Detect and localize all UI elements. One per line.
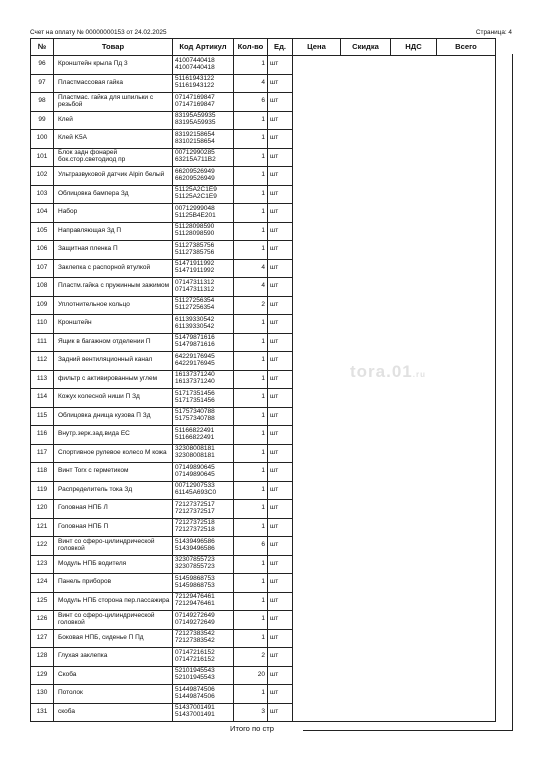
row-code-article <box>173 130 234 149</box>
row-product-name: Модуль НПБ водителя <box>54 555 173 574</box>
row-number: 114 <box>31 389 54 408</box>
row-quantity: 1 <box>234 500 268 519</box>
row-product-name: Уплотнительное кольцо <box>54 296 173 315</box>
row-unit: шт <box>268 685 293 704</box>
row-code-article <box>173 148 234 167</box>
row-code-article <box>173 167 234 186</box>
row-number: 117 <box>31 444 54 463</box>
row-article: 51125A2C1E9 <box>175 193 217 201</box>
row-code: 66209526949 <box>175 167 215 175</box>
row-product-name: Клей K5A <box>54 130 173 149</box>
row-product-name: Облицовка бампера Зд <box>54 185 173 204</box>
row-code: 51757340788 <box>175 408 215 416</box>
row-product-name: Внутр.зерк.зад.вида EC <box>54 426 173 445</box>
row-quantity: 1 <box>234 370 268 389</box>
row-code: 72127372517 <box>175 500 215 508</box>
row-number: 106 <box>31 241 54 260</box>
row-product-name: Облицовка днища кузова П Зд <box>54 407 173 426</box>
row-article: 51439496586 <box>175 544 215 552</box>
row-product-name: Панель приборов <box>54 574 173 593</box>
row-code-article <box>173 74 234 93</box>
row-article: 07147169847 <box>175 100 215 108</box>
col-header-name: Товар <box>54 39 173 56</box>
row-unit: шт <box>268 518 293 537</box>
price-columns-area <box>303 54 513 731</box>
row-unit: шт <box>268 611 293 630</box>
row-product-name: Кожух колесной ниши П Зд <box>54 389 173 408</box>
row-product-name: Блок задн фонарей бок.стор.светодиод пр <box>54 148 173 167</box>
row-unit: шт <box>268 555 293 574</box>
row-quantity: 1 <box>234 148 268 167</box>
row-quantity: 1 <box>234 352 268 371</box>
row-number: 110 <box>31 315 54 334</box>
row-product-name: Модуль НПБ сторона пер.пассажира <box>54 592 173 611</box>
row-product-name: Клей <box>54 111 173 130</box>
row-article: 72127383542 <box>175 637 215 645</box>
row-article: 52101945543 <box>175 674 215 682</box>
row-code-article <box>173 93 234 112</box>
row-code-article <box>173 518 234 537</box>
page-number: Страница: 4 <box>475 29 512 36</box>
row-unit: шт <box>268 130 293 149</box>
row-code: 51459868753 <box>175 574 215 582</box>
row-unit: шт <box>268 148 293 167</box>
row-article: 51127256354 <box>175 304 215 312</box>
row-article: 51717351456 <box>175 396 215 404</box>
row-product-name: Заклепка с распорной втулкой <box>54 259 173 278</box>
row-article: 51125B4E201 <box>175 211 216 219</box>
row-product-name: Кронштейн крыла Пд 3 <box>54 56 173 75</box>
row-code-article <box>173 555 234 574</box>
row-number: 111 <box>31 333 54 352</box>
row-article: 41007440418 <box>175 63 215 71</box>
row-code: 83195A59935 <box>175 112 216 120</box>
row-article: 72127372517 <box>175 507 215 515</box>
row-unit: шт <box>268 111 293 130</box>
row-code: 51161943122 <box>175 75 215 83</box>
col-header-qty: Кол-во <box>234 39 268 56</box>
row-code: 51437001491 <box>175 704 215 712</box>
row-quantity: 2 <box>234 648 268 667</box>
row-quantity: 1 <box>234 518 268 537</box>
row-article: 66209526949 <box>175 174 215 182</box>
row-product-name: Ящик в багажном отделении П <box>54 333 173 352</box>
row-article: 51128098590 <box>175 230 215 238</box>
row-code-article <box>173 204 234 223</box>
row-product-name: Направляющая Зд П <box>54 222 173 241</box>
row-unit: шт <box>268 93 293 112</box>
row-article: 72129476461 <box>175 600 215 608</box>
row-quantity: 4 <box>234 278 268 297</box>
row-quantity: 1 <box>234 204 268 223</box>
row-number: 128 <box>31 648 54 667</box>
page-total-label: Итого по стр <box>230 724 274 733</box>
row-article: 51459868753 <box>175 581 215 589</box>
row-unit: шт <box>268 56 293 75</box>
row-product-name: Боковая НПБ, сиденье П Пд <box>54 629 173 648</box>
row-code-article <box>173 111 234 130</box>
row-product-name: Винт Torx с герметиком <box>54 463 173 482</box>
row-code-article <box>173 278 234 297</box>
row-number: 125 <box>31 592 54 611</box>
row-code-article <box>173 666 234 685</box>
row-code: 51166822491 <box>175 426 215 434</box>
watermark <box>350 362 426 382</box>
row-unit: шт <box>268 463 293 482</box>
row-number: 129 <box>31 666 54 685</box>
row-article: 16137371240 <box>175 378 215 386</box>
row-code: 83192158654 <box>175 130 215 138</box>
row-unit: шт <box>268 74 293 93</box>
row-article: 51449874506 <box>175 692 215 700</box>
row-unit: шт <box>268 537 293 556</box>
row-number: 108 <box>31 278 54 297</box>
row-number: 98 <box>31 93 54 112</box>
row-number: 101 <box>31 148 54 167</box>
row-number: 103 <box>31 185 54 204</box>
row-number: 109 <box>31 296 54 315</box>
row-quantity: 1 <box>234 167 268 186</box>
row-article: 72127372518 <box>175 526 215 534</box>
row-code-article <box>173 500 234 519</box>
row-code: 00712990285 <box>175 149 215 157</box>
row-quantity: 2 <box>234 296 268 315</box>
col-header-discount: Скидка <box>341 39 391 56</box>
row-number: 115 <box>31 407 54 426</box>
row-unit: шт <box>268 278 293 297</box>
row-code: 72129476461 <box>175 593 215 601</box>
row-product-name: Набор <box>54 204 173 223</box>
row-code: 07149272649 <box>175 611 215 619</box>
row-unit: шт <box>268 167 293 186</box>
row-article: 07147216152 <box>175 655 215 663</box>
row-code-article <box>173 315 234 334</box>
row-number: 100 <box>31 130 54 149</box>
row-quantity: 1 <box>234 629 268 648</box>
row-code-article <box>173 648 234 667</box>
row-quantity: 1 <box>234 185 268 204</box>
row-code-article <box>173 592 234 611</box>
row-code-article <box>173 407 234 426</box>
row-product-name: Головная НПБ П <box>54 518 173 537</box>
row-number: 130 <box>31 685 54 704</box>
row-code-article <box>173 611 234 630</box>
row-quantity: 1 <box>234 611 268 630</box>
row-code: 16137371240 <box>175 371 215 379</box>
row-code: 00712907533 <box>175 482 215 490</box>
row-code-article <box>173 296 234 315</box>
row-article: 07149272649 <box>175 618 215 626</box>
row-code: 32307855723 <box>175 556 215 564</box>
row-code: 51127256354 <box>175 297 215 305</box>
row-quantity: 1 <box>234 481 268 500</box>
row-code: 07147216152 <box>175 648 215 656</box>
row-code-article <box>173 703 234 722</box>
row-code: 64229176945 <box>175 352 215 360</box>
row-product-name: Винт со сферо-цилиндрической головкой <box>54 611 173 630</box>
row-product-name: Потолок <box>54 685 173 704</box>
row-quantity: 1 <box>234 389 268 408</box>
row-code: 51479871616 <box>175 334 215 342</box>
document-header <box>30 29 512 38</box>
row-unit: шт <box>268 444 293 463</box>
row-article: 51437001491 <box>175 711 215 719</box>
row-unit: шт <box>268 648 293 667</box>
row-article: 83195A59935 <box>175 119 216 127</box>
row-number: 131 <box>31 703 54 722</box>
row-code: 07149890645 <box>175 463 215 471</box>
row-code: 51127385756 <box>175 241 215 249</box>
row-quantity: 1 <box>234 555 268 574</box>
row-code: 51717351456 <box>175 389 215 397</box>
row-code: 00712999048 <box>175 204 215 212</box>
row-number: 97 <box>31 74 54 93</box>
row-quantity: 1 <box>234 315 268 334</box>
row-unit: шт <box>268 296 293 315</box>
row-unit: шт <box>268 389 293 408</box>
row-product-name: скоба <box>54 703 173 722</box>
row-number: 113 <box>31 370 54 389</box>
row-article: 64229176945 <box>175 359 215 367</box>
row-number: 104 <box>31 204 54 223</box>
row-number: 124 <box>31 574 54 593</box>
col-header-num: № <box>31 39 54 56</box>
row-code-article <box>173 185 234 204</box>
table-header-row <box>31 39 496 56</box>
row-quantity: 1 <box>234 241 268 260</box>
row-unit: шт <box>268 592 293 611</box>
row-code-article <box>173 444 234 463</box>
row-unit: шт <box>268 222 293 241</box>
row-number: 122 <box>31 537 54 556</box>
row-product-name: Винт со сферо-цилиндрической головкой <box>54 537 173 556</box>
row-number: 112 <box>31 352 54 371</box>
row-code: 32308008181 <box>175 445 215 453</box>
row-article: 51127385756 <box>175 248 215 256</box>
row-product-name: Распределитель тока Зд <box>54 481 173 500</box>
row-article: 83102158654 <box>175 137 215 145</box>
row-unit: шт <box>268 259 293 278</box>
row-article: 51471911992 <box>175 267 215 275</box>
col-header-total: Всего <box>437 39 496 56</box>
row-quantity: 1 <box>234 407 268 426</box>
row-unit: шт <box>268 185 293 204</box>
row-article: 07149890645 <box>175 470 215 478</box>
row-article: 32308008181 <box>175 452 215 460</box>
col-header-unit: Ед. <box>268 39 293 56</box>
row-article: 61139330542 <box>175 322 215 330</box>
row-unit: шт <box>268 241 293 260</box>
row-number: 96 <box>31 56 54 75</box>
row-code-article <box>173 389 234 408</box>
row-product-name: Пластмассовая гайка <box>54 74 173 93</box>
row-quantity: 1 <box>234 222 268 241</box>
row-number: 126 <box>31 611 54 630</box>
row-quantity: 1 <box>234 444 268 463</box>
row-quantity: 4 <box>234 74 268 93</box>
row-code-article <box>173 481 234 500</box>
row-number: 121 <box>31 518 54 537</box>
row-code-article <box>173 574 234 593</box>
row-product-name: Пластмас. гайка для шпильки с резьбой <box>54 93 173 112</box>
row-number: 99 <box>31 111 54 130</box>
row-quantity: 1 <box>234 592 268 611</box>
row-number: 127 <box>31 629 54 648</box>
page-total-row <box>230 718 274 733</box>
row-product-name: Пластм.гайка с пружинным зажимом <box>54 278 173 297</box>
row-code: 52101945543 <box>175 667 215 675</box>
col-header-price: Цена <box>293 39 341 56</box>
row-unit: шт <box>268 703 293 722</box>
row-code-article <box>173 463 234 482</box>
row-code-article <box>173 352 234 371</box>
row-code: 07147169847 <box>175 93 215 101</box>
row-code-article <box>173 537 234 556</box>
row-unit: шт <box>268 500 293 519</box>
row-code-article <box>173 685 234 704</box>
row-number: 123 <box>31 555 54 574</box>
row-unit: шт <box>268 481 293 500</box>
row-article: 51479871616 <box>175 341 215 349</box>
row-unit: шт <box>268 370 293 389</box>
row-article: 51757340788 <box>175 415 215 423</box>
row-article: 51161943122 <box>175 82 215 90</box>
row-unit: шт <box>268 666 293 685</box>
row-article: 32307855723 <box>175 563 215 571</box>
col-header-article: Код Артикул <box>173 39 234 56</box>
row-product-name: Глухая заклепка <box>54 648 173 667</box>
row-article: 63215A711B2 <box>175 156 216 164</box>
row-code: 51439496586 <box>175 537 215 545</box>
row-article: 51166822491 <box>175 433 215 441</box>
row-unit: шт <box>268 407 293 426</box>
row-code-article <box>173 259 234 278</box>
row-code-article <box>173 241 234 260</box>
row-unit: шт <box>268 629 293 648</box>
row-code-article <box>173 333 234 352</box>
row-code-article <box>173 629 234 648</box>
row-product-name: Ультразвуковой датчик Alpin белый <box>54 167 173 186</box>
row-product-name: Защитная пленка П <box>54 241 173 260</box>
row-code: 41007440418 <box>175 56 215 64</box>
row-article: 61145A693C0 <box>175 489 217 497</box>
row-code: 51128098590 <box>175 223 215 231</box>
row-number: 107 <box>31 259 54 278</box>
row-code: 72127383542 <box>175 630 215 638</box>
row-quantity: 4 <box>234 259 268 278</box>
row-product-name: Задний вентиляционный канал <box>54 352 173 371</box>
row-code-article <box>173 370 234 389</box>
watermark-text: tora.01 <box>350 362 413 381</box>
row-code: 51449874506 <box>175 685 215 693</box>
row-number: 102 <box>31 167 54 186</box>
row-code: 51471911992 <box>175 260 215 268</box>
row-quantity: 6 <box>234 537 268 556</box>
row-product-name: фильтр с активированным углем <box>54 370 173 389</box>
row-quantity: 1 <box>234 685 268 704</box>
row-quantity: 20 <box>234 666 268 685</box>
row-code-article <box>173 222 234 241</box>
row-quantity: 1 <box>234 130 268 149</box>
watermark-suffix: .ru <box>412 370 426 379</box>
invoice-title: Счет на оплату № 00000000153 от 24.02.2025 <box>30 29 167 36</box>
row-article: 07147311312 <box>175 285 215 293</box>
row-number: 119 <box>31 481 54 500</box>
row-unit: шт <box>268 333 293 352</box>
row-product-name: Кронштейн <box>54 315 173 334</box>
row-code: 72127372518 <box>175 519 215 527</box>
row-unit: шт <box>268 315 293 334</box>
row-number: 116 <box>31 426 54 445</box>
row-product-name: Головная НПБ Л <box>54 500 173 519</box>
row-unit: шт <box>268 574 293 593</box>
row-product-name: Спортивное рулевое колесо M кожа <box>54 444 173 463</box>
row-number: 118 <box>31 463 54 482</box>
row-quantity: 1 <box>234 463 268 482</box>
row-unit: шт <box>268 426 293 445</box>
row-number: 105 <box>31 222 54 241</box>
row-quantity: 1 <box>234 333 268 352</box>
row-unit: шт <box>268 204 293 223</box>
row-quantity: 1 <box>234 56 268 75</box>
row-unit: шт <box>268 352 293 371</box>
row-code-article <box>173 426 234 445</box>
row-quantity: 1 <box>234 426 268 445</box>
row-quantity: 1 <box>234 111 268 130</box>
row-code: 51125A2C1E9 <box>175 186 217 194</box>
col-header-vat: НДС <box>391 39 437 56</box>
row-quantity: 1 <box>234 574 268 593</box>
row-code: 07147311312 <box>175 278 215 286</box>
row-code: 61139330542 <box>175 315 215 323</box>
row-product-name: Скоба <box>54 666 173 685</box>
row-quantity: 3 <box>234 703 268 722</box>
row-quantity: 6 <box>234 93 268 112</box>
row-code-article <box>173 56 234 75</box>
row-number: 120 <box>31 500 54 519</box>
